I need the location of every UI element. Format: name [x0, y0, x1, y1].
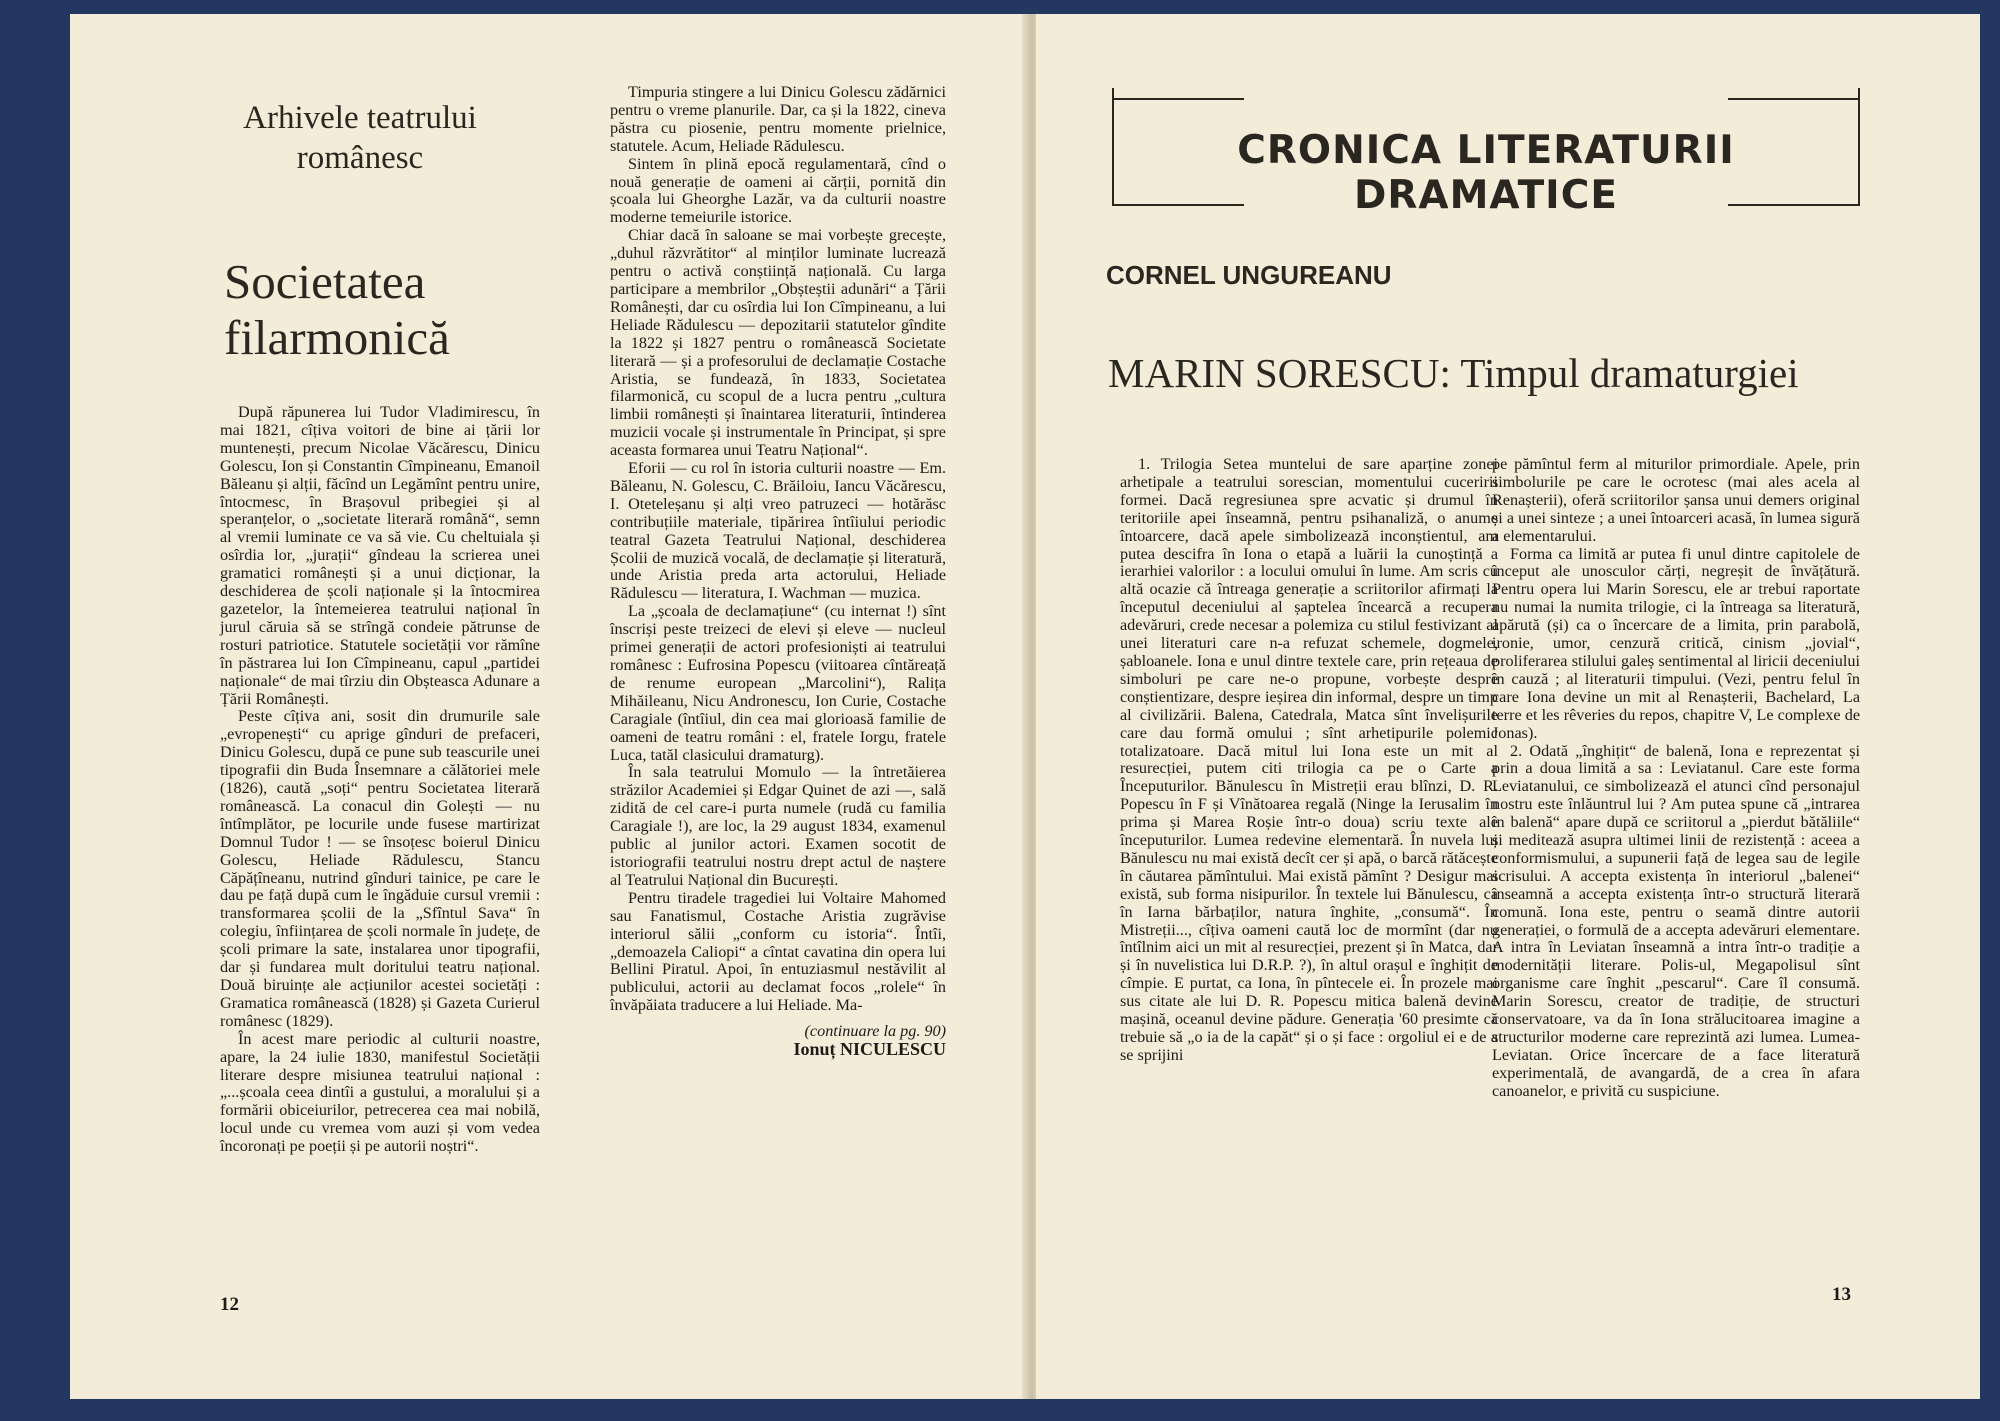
right-column-1 [1120, 456, 1498, 1065]
section-heading-arhivele: Arhivele teatrului românesc [243, 100, 477, 176]
section-heading-box [1112, 88, 1860, 218]
paragraph: În acest mare periodic al culturii noastre, apare, la 24 iulie 1830, manifestul Societății literare despre misiunea teatrului național : „...școala ceea dintîi a gustului, a moralului și a formării obiceiurilor, petrecerea cea mai nobilă, locul unde cu vremea vom auzi și vom vedea încoronați pe poeții și pe autorii noștri“. [220, 1029, 540, 1156]
paragraph: În sala teatrului Momulo — la întretăierea străzilor Academiei și Edgar Quinet de azi —, sală zidită de cel care-i purta numele (rudă cu familia Caragiale !), are loc, la 29 august 1834, examenul public al junilor actori. Examen socotit de istoriografii teatrului nostru drept actul de naștere al Teatrului Național din București. [610, 763, 946, 889]
paragraph: Pentru tiradele tragediei lui Voltaire Mahomed sau Fanatismul, Costache Aristia zugrăvise interiorul sălii „conform cu istoria“. Întîi, „demoazela Caliopi“ a cîntat cavatina din opera lui Bellini Piratul. Apoi, în entuziasmul nestăvilit al publicului, actorii au declamat focos „rolele“ în învăpăiata traducere a lui Heliade. Ma- [610, 888, 946, 1015]
page-number-left: 12 [220, 1294, 239, 1315]
paragraph: La „școala de declamațiune“ (cu internat !) sînt înscriși peste treizeci de elevi și eleve — nucleul primei generații de actori profesioniști ai teatrului românesc : Eufrosina Popescu (viitoarea cîntăreață de renume european „Marcolini“), Ralița Mihăileanu, Nicu Andronescu, Ion Curie, Costache Caragiale (întîiul, din cea mai glorioasă familie de oameni de teatru români : el, fratele Iorgu, fratele Luca, tatăl clasicului dramaturg). [610, 602, 946, 764]
paragraph: Peste cîțiva ani, sosit din drumurile sale „evropenești“ cu aprige gînduri de prefaceri, Dinicu Golescu, după ce pune sub teascurile unei tipografii din Buda Însemnare a călătoriei mele (1826), caută „soți“ pentru Societatea literară românească. La conacul din Golești — nu întîmplător, pe locurile unde fusese martirizat Domnul Tudor ! — se însoțesc boierul Dinicu Golescu, Heliade Rădulescu, Stancu Căpățîneanu, nutrind gînduri tainice, pe care le dau pe față după cum le îngăduie cursul vremii : transformarea școlii de la „Sfîntul Sava“ în colegiu, înființarea de școli normale în județe, de școli primare la sate, instalarea unor tipografii, dar și fundarea mult doritului teatru național. Două biruințe ale acțiunilor acestei societăți : Gramatica românească (1828) și Gazeta Curierul românesc (1829). [220, 707, 540, 1030]
paragraph: Forma ca limită ar putea fi unul dintre capitolele de început ale unosculor cărți, negreșit de învățătură. Pentru opera lui Marin Sorescu, ele ar trebui raportate nu numai la numita trilogie, ci la întreaga sa literatură, apărută (și) ca o încercare de a limita, prin parabolă, ironie, umor, cenzură critică, cinism „jovial“, proliferarea stilului galeș sentimental al liricii deceniului în cauză ; al literaturii timpului. (Vezi, pentru felul în care Iona devine un mit al Renașterii, Bachelard, La terre et les rêveries du repos, chapitre V, Le complexe de Jonas). [1492, 544, 1860, 742]
right-column-2 [1492, 456, 1860, 1101]
paragraph: Sintem în plină epocă regulamentară, cînd o nouă generație de oameni ai cărții, pornită din școala lui Gheorghe Lazăr, va da culturii noastre moderne temeiurile istorice. [610, 154, 946, 227]
left-column-2 [610, 84, 946, 1059]
left-column-1 [220, 404, 540, 1156]
article-title-left: Societatea filarmonică [224, 254, 450, 365]
right-page [1036, 14, 1980, 1399]
paragraph: După răpunerea lui Tudor Vladimirescu, în mai 1821, cîțiva voitori de bine ai țării lor muntenești, precum Nicolae Văcărescu, Dinicu Golescu, Ion și Constantin Cîmpineanu, Emanoil Băleanu și alții, făcînd un Legămînt pentru unire, întocmesc, în Brașovul pribegiei și al speranțelor, o „societate literară română“, semn al vremii luminate ce va să vie. Cu cheltuiala și osîrdia lor, „jurații“ gîndeau la scrierea unei gramatici românești și a unui dicționar, la deschiderea de școli naționale și la întocmirea gazetelor, la întemeierea teatrului național în jurul căruia să se strîngă condeie pătrunse de rosturi patriotice. Statutele societății vor rămîne în păstrarea lui Ion Cîmpineanu, capul „partidei naționale“ de mai tîrziu din Obșteasca Adunare a Țării Românești. [220, 403, 540, 708]
frame-line [1114, 98, 1244, 100]
section-heading-cronica: CRONICA LITERATURII DRAMATICE [1237, 128, 1735, 218]
page-number-right: 13 [1832, 1284, 1851, 1305]
author-signature: Ionuț NICULESCU [793, 1039, 946, 1060]
paragraph: pe pămîntul ferm al miturilor primordiale. Apele, prin simbolurile pe care le ocrotesc (mai ales acela al Renașterii), oferă scriitorilor șansa unui demers original și a unei sinteze ; a unei întoarceri acasă, în lumea sigură a elementarului. [1492, 455, 1860, 545]
paragraph: 1. Trilogia Setea muntelui de sare aparține zonei arhetipale a teatrului sorescian, momentului cuceririi formei. Dacă regresiunea spre acvatic și drumul în teritoriile apei înseamnă, pentru psihanaliză, o anume întoarcere, dacă apele simbolizează inconștientul, am putea descifra în Iona o etapă a luării la cunoștință a ierarhiei valorilor : a locului omului în lume. Am scris cu altă ocazie că întreaga generație a scriitorilor afirmați la începutul deceniului al șaptelea încearcă a recupera adevăruri, crede necesar a polemiza cu stilul festivizant al unei literaturi care n-a refuzat schemele, dogmele, șabloanele. Iona e unul dintre textele care, prin rețeaua de simboluri pe care ne-o propune, vorbește despre conștientizare, despre ieșirea din informal, despre un timp al civilizării. Balena, Catedrala, Matca sînt învelișurile care dau formă omului ; sînt arhetipurile polemic totalizatoare. Dacă mitul lui Iona este un mit al resurecției, putem citi trilogia ca pe o Carte a Începuturilor. Bănulescu în Mistreții erau blînzi, D. R. Popescu în F și Vînătoarea regală (Ninge la Ierusalim în prima și Marea Roșie într-o doua) scriu texte ale începuturilor. Lumea redevine elementară. În nuvela lui Bănulescu nu mai există decît cer și apă, o barcă rătăcește în căutarea pămîntului. Mai există pămînt ? Desigur mai există, sub forma nisipurilor. În textele lui Bănulescu, ca în Iarna bărbaților, natura înghite, „consumă“. În Mistreții..., cîțiva oameni caută loc de mormînt (dar nu întîlnim aici un mit al resurecției, prezent și în Matca, dar și în nuvelistica lui D.R.P. ?), în altul orașul e înghițit de cîmpie. E purtat, ca Iona, în pîntecele ei. În prozele mai sus citate ale lui D. R. Popescu mitica balenă devine mașină, oceanul devine pădure. Generația '60 presimte că trebuie să „o ia de la capăt“ și o și face : orgoliul ei e de a se sprijini [1120, 455, 1498, 1064]
left-page [70, 14, 1028, 1399]
author-name: CORNEL UNGUREANU [1106, 260, 1392, 290]
article-title-right: MARIN SORESCU: Timpul dramaturgiei [1108, 350, 1799, 396]
paragraph: Eforii — cu rol în istoria culturii noastre — Em. Băleanu, N. Golescu, C. Brăiloiu, Iancu Văcărescu, I. Oteteleșanu și alți vreo patruzeci — hotărăsc contribuțiile materiale, tipărirea întîiului periodic teatral Gazeta Teatrului Național, deschiderea Școlii de muzică vocală, de declamație și literatură, unde Aristia preda arta actorului, Heliade Rădulescu — literatura, I. Wachman — muzica. [610, 459, 946, 603]
paragraph: 2. Odată „înghițit“ de balenă, Iona e reprezentat și prin a doua limită a sa : Leviatanul. Care este forma Leviatanului, ce simbolizează el atunci cînd personajul nostru este înlăuntrul lui ? Am putea spune că „intrarea în balenă“ apare după ce scriitorul a „pierdut bătăliile“ și meditează asupra ultimei linii de rezistență : aceea a conformismului, a supunerii față de legea sau de legile scrisului. A accepta existența în interiorul „balenei“ înseamnă a accepta existența într-o structură literară comună. Iona este, pentru o seamă dintre autorii generației, o formulă de a accepta adevăruri elementare. A intra în Leviatan înseamnă a intra într-o tradiție a modernității literare. Polis-ul, Megapolisul sînt organisme care înghit „pescarul“. Care îl consumă. Marin Sorescu, creator de tradiție, de structuri conservatoare, va da în Iona strălucitoarea imagine a structurilor moderne care reprezintă azi lumea. Lumea-Leviatan. Orice încercare de a face literatură experimentală, de avangardă, de a crea în afara canoanelor, e privită cu suspiciune. [1492, 741, 1860, 1100]
frame-line [1728, 98, 1858, 100]
paragraph: Chiar dacă în saloane se mai vorbește grecește, „duhul răzvrătitor“ al minților luminate lucrează pentru o activă conștiință națională. Cu larga participare a membrilor „Obșteștii adunări“ a Țării Românești, dar cu osîrdia lui Ion Cîmpineanu, a lui Heliade Rădulescu — depozitarii statutelor gîndite la 1822 și 1827 pentru o românească Societate literară — și a profesorului de declamație Costache Aristia, se fundează, în 1833, Societatea filarmonică, cu scopul de a lucra pentru „cultura limbii românești și înaintarea literaturii, întinderea muzicii vocale și instrumentale în Principat, și spre aceasta formarea unui Teatru Național“. [610, 226, 946, 460]
continuation-note: (continuare la pg. 90) [804, 1022, 946, 1041]
paragraph: Timpuria stingere a lui Dinicu Golescu zădărnici pentru o vreme planurile. Dar, ca și la 1822, cineva păstra cu piosenie, pentru momente prielnice, statutele. Acum, Heliade Rădulescu. [610, 83, 946, 155]
